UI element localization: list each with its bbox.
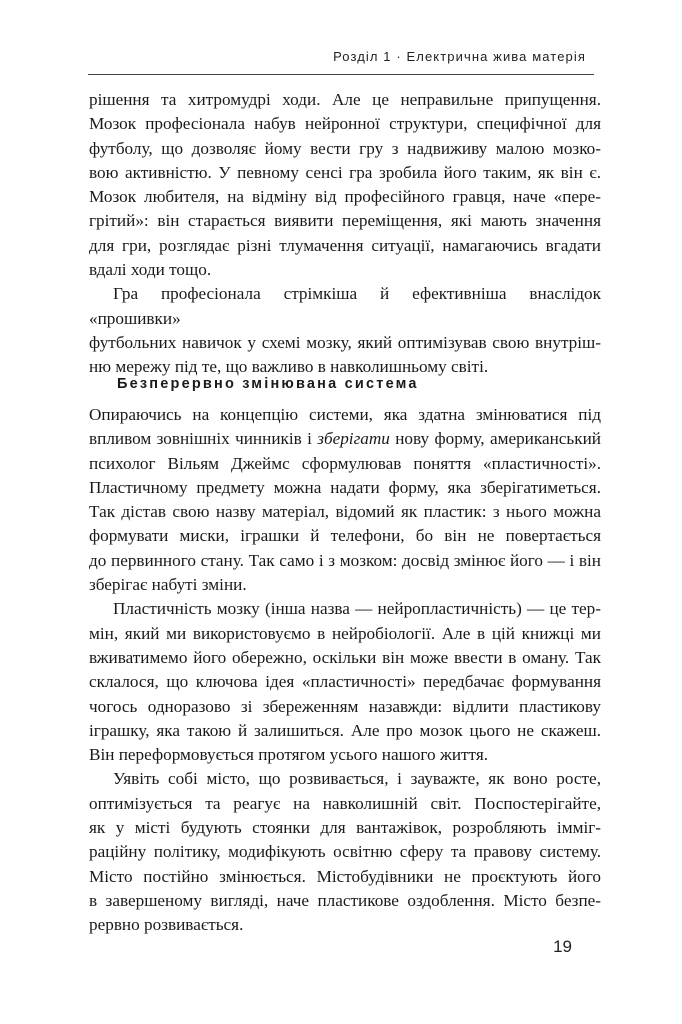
paragraph-line: в завершеному вигляді, наче пластикове оздоблення. Місто безпе- — [89, 890, 601, 910]
paragraph-line: грітий»: він старається виявити переміщення, які мають значення — [89, 211, 601, 231]
paragraph-line-with-emphasis — [89, 427, 601, 451]
paragraph-line: оптимізується та реагує на навколишній світ. Поспостерігайте, — [89, 793, 601, 813]
paragraph-line: вою активністю. У певному сенсі гра зробила його таким, як він є. — [89, 162, 601, 182]
paragraph-line: раційну політику, модифікують освітню сферу та правову систему. — [89, 842, 601, 862]
paragraph-line: рішення та хитромудрі ходи. Але це неправильне припущення. — [89, 90, 601, 109]
paragraph-line: психолог Вільям Джеймс сформулював поняття «пластичності». — [89, 453, 601, 473]
text-block-bottom — [89, 403, 601, 938]
paragraph-line: для гри, розглядає різні тлумачення ситуації, намагаючись вгадати — [89, 235, 601, 255]
paragraph-line: футбольних навичок у схемі мозку, який оптимізував свою внутріш- — [89, 332, 601, 352]
paragraph-line: як у місті будують стоянки для вантажівок, розробляють імміг- — [89, 818, 601, 838]
paragraph-line: формувати миски, іграшки й телефони, бо він не повертається — [89, 526, 601, 546]
paragraph-line: Уявіть собі місто, що розвивається, і зауважте, як воно росте, — [113, 769, 601, 789]
text-run: нову форму, американський — [389, 429, 601, 449]
paragraph-line: Пластичність мозку (інша назва — нейропластичність) — це тер- — [113, 599, 601, 619]
text-block-top — [89, 88, 601, 380]
paragraph-line: іграшку, яка такою й залишиться. Але про мозок цього не скажеш. — [89, 720, 601, 740]
paragraph-line: ню мережу під те, що важливо в навколишньому світі. — [89, 357, 489, 377]
text-run: впливом зовнішніх чинників і — [89, 429, 318, 449]
paragraph-line: Пластичному предмету можна надати форму, яка зберігатиметься. — [89, 477, 601, 497]
paragraph-line: Він переформовується протягом усього нашого життя. — [89, 745, 489, 765]
paragraph-line: Мозок любителя, на відміну від професійного гравця, наче «пере- — [89, 187, 601, 207]
running-head: Розділ 1 · Електрична жива матерія — [333, 49, 586, 64]
paragraph-line: чогось одноразово зі збереженням назавжди: відлити пластикову — [89, 696, 601, 716]
paragraph-line: до первинного стану. Так само і з мозком: досвід змінює його — і він — [89, 550, 601, 570]
paragraph-line: футболу, що дозволяє йому вести гру з надвиживу малою мозко- — [89, 138, 601, 158]
paragraph-line: Місто постійно змінюється. Містобудівники не проєктують його — [89, 866, 601, 886]
paragraph-line: вживатимемо його обережно, оскільки він може ввести в оману. Так — [89, 647, 601, 667]
paragraph-line: Мозок професіонала набув нейронної структури, специфічної для — [89, 114, 601, 134]
paragraph-line: вдалі ходи тощо. — [89, 260, 212, 280]
emphasis-word: зберігати — [317, 429, 390, 449]
paragraph-line: склалося, що ключова ідея «пластичності» передбачає формування — [89, 672, 601, 692]
paragraph-line: рервно розвивається. — [89, 915, 244, 935]
section-heading: Безперервно змінювана система — [117, 376, 419, 392]
page-number: 19 — [553, 937, 572, 956]
paragraph-line: мін, який ми використовуємо в нейробіології. Але в цій книжці ми — [89, 623, 601, 643]
paragraph-line: Гра професіонала стрімкіша й ефективніша внаслідок «прошивки» — [89, 284, 601, 328]
paragraph-line: Опираючись на концепцію системи, яка здатна змінюватися під — [89, 405, 601, 424]
paragraph-line: зберігає набуті зміни. — [89, 575, 247, 595]
header-rule — [88, 74, 594, 75]
paragraph-line: Так дістав свою назву матеріал, відомий як пластик: з нього можна — [89, 502, 601, 522]
